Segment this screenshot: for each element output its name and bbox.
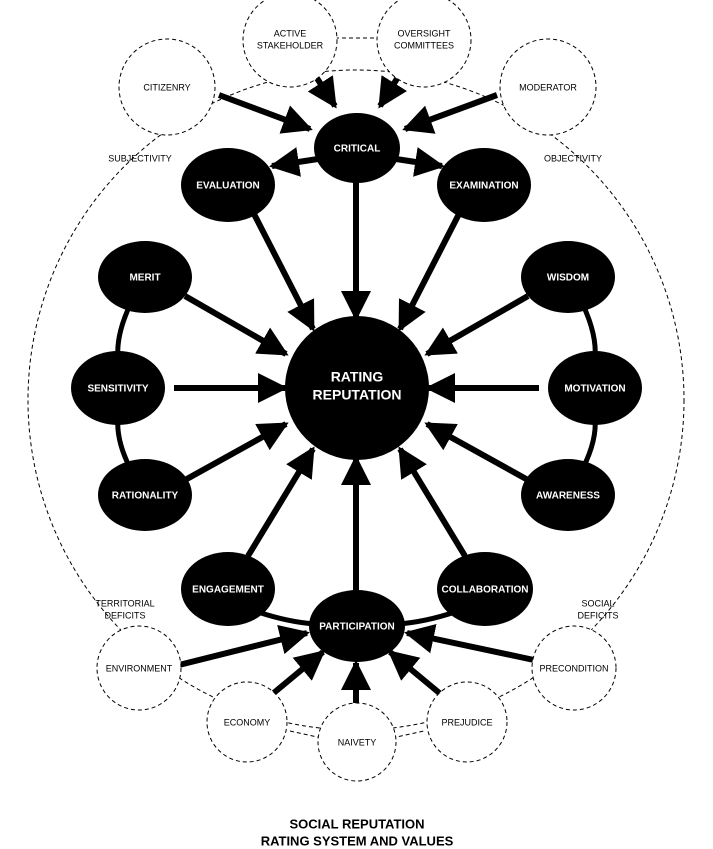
node-wisdom [521,241,615,313]
prejudice-label: PREJUDICE [441,717,493,728]
citizenry-label: CITIZENRY [143,82,191,93]
title-line-2: RATING SYSTEM AND VALUES [260,833,454,849]
environment-label: ENVIRONMENT [105,663,173,674]
territorial-deficits-label-2: DEFICITS [104,610,146,621]
node-economy [207,682,287,762]
node-naivety [318,703,396,781]
awareness-label: AWARENESS [536,490,600,502]
rationality-label: RATIONALITY [111,490,179,502]
node-collaboration [437,552,533,626]
examination-label: EXAMINATION [449,180,519,192]
social-deficits-label-2: DEFICITS [577,610,619,621]
critical-label: CRITICAL [333,143,381,155]
collaboration-label: COLLABORATION [441,584,529,596]
moderator-label: MODERATOR [519,82,577,93]
objectivity-label: OBJECTIVITY [543,153,603,164]
node-precondition [532,626,616,710]
node-merit [98,241,192,313]
naivety-label: NAIVETY [337,737,377,748]
node-participation [309,590,405,662]
diagram-title [261,816,454,848]
node-awareness [521,459,615,531]
node-citizenry [119,39,215,135]
node-prejudice [427,682,507,762]
active-stakeholder-label-2: STAKEHOLDER [256,40,324,51]
evaluation-label: EVALUATION [196,180,260,192]
merit-label: MERIT [129,272,161,284]
oversight-committees-label-1: OVERSIGHT [397,28,451,39]
participation-label: PARTICIPATION [319,621,395,633]
sensitivity-label: SENSITIVITY [87,383,149,395]
social-deficits-label-1: SOCIAL [581,598,615,609]
node-evaluation [181,148,275,222]
territorial-deficits-label-1: TERRITORIAL [95,598,155,609]
node-rationality [98,459,192,531]
oversight-committees-label-2: COMMITTEES [394,40,454,51]
node-oversight-committees [377,0,471,87]
node-environment [97,626,181,710]
node-sensitivity [71,351,165,425]
node-moderator [500,39,596,135]
center-label-1: RATING [330,368,384,385]
node-examination [437,148,531,222]
motivation-label: MOTIVATION [564,383,626,395]
node-active-stakeholder [243,0,337,87]
precondition-label: PRECONDITION [539,663,609,674]
economy-label: ECONOMY [223,717,271,728]
wisdom-label: WISDOM [546,272,590,284]
title-line-1: SOCIAL REPUTATION [289,816,425,832]
engagement-label: ENGAGEMENT [192,584,264,596]
node-critical [314,113,400,183]
node-engagement [181,552,275,626]
node-motivation [548,351,642,425]
active-stakeholder-label-1: ACTIVE [273,28,307,39]
center-label-2: REPUTATION [312,386,402,403]
subjectivity-label: SUBJECTIVITY [108,153,172,164]
node-rating-reputation [285,316,429,460]
